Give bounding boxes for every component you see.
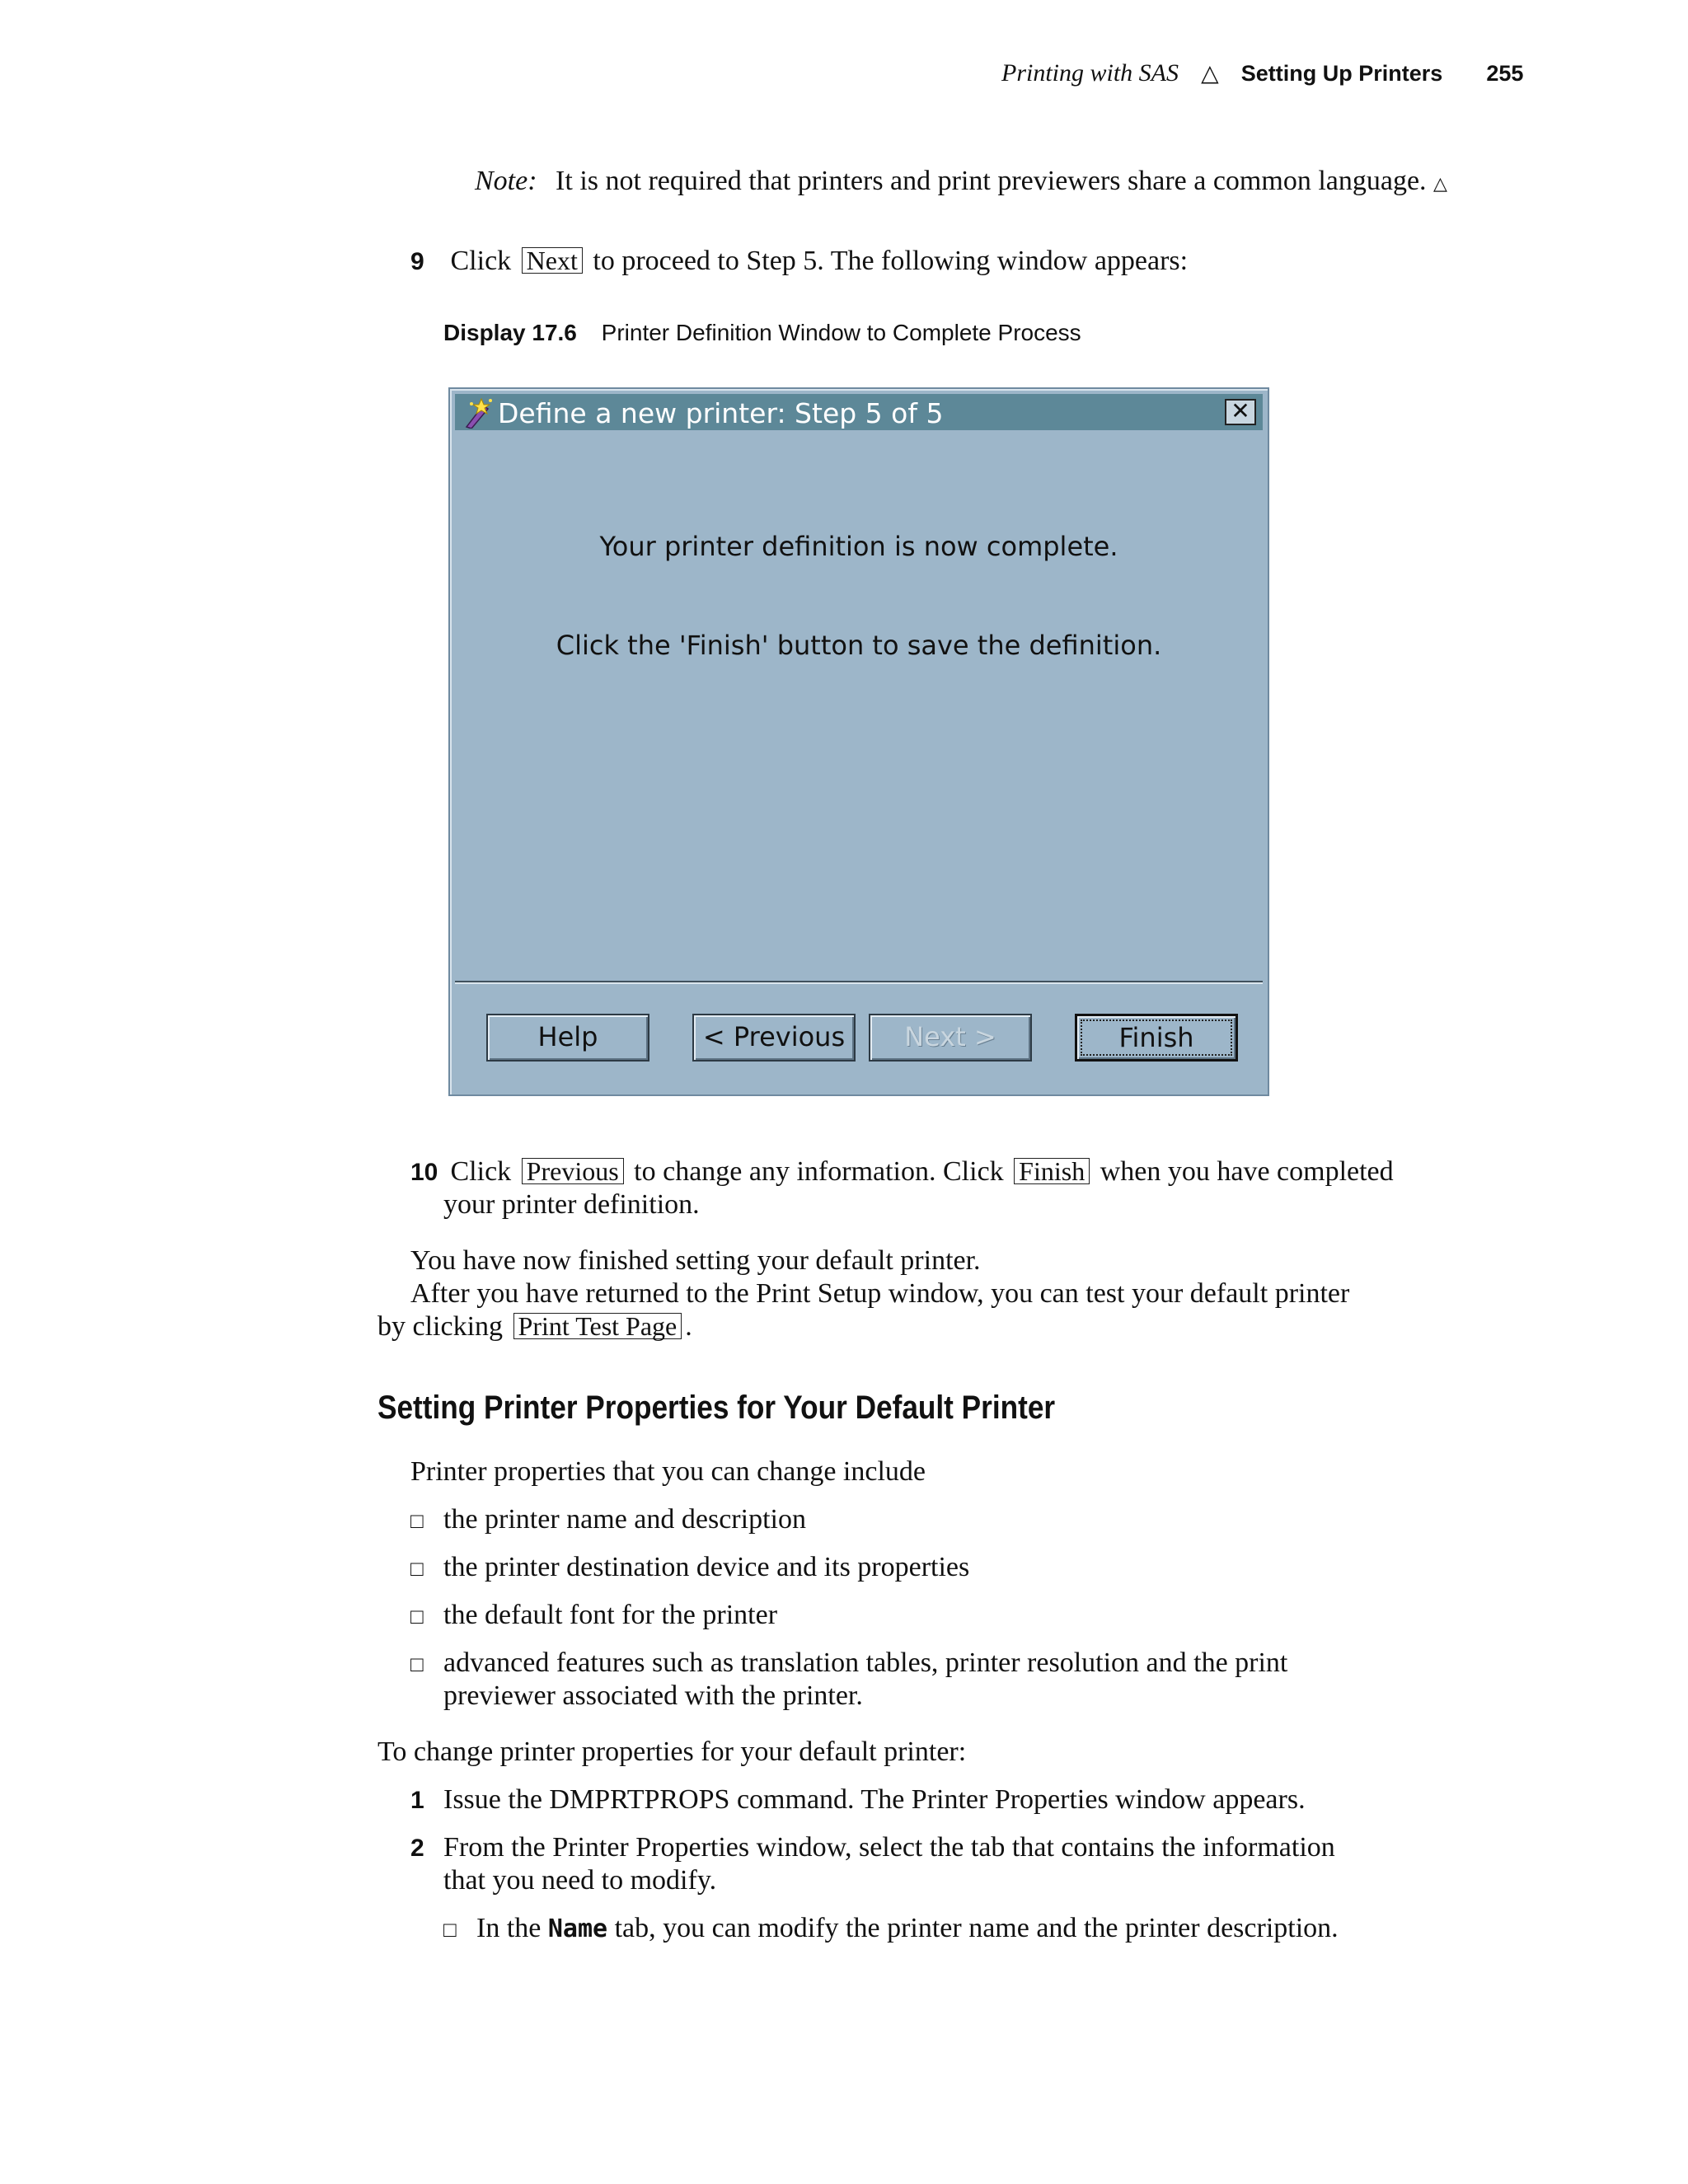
bullet-icon: □ bbox=[410, 1509, 424, 1533]
list-item bbox=[410, 1647, 1581, 1681]
step-10-number: 10 bbox=[410, 1159, 438, 1186]
help-button[interactable] bbox=[486, 1014, 649, 1062]
step-9-pre: Click bbox=[450, 246, 512, 276]
step-9-post: to proceed to Step 5. The following window appears: bbox=[593, 246, 1189, 276]
step-10-line2: your printer definition. bbox=[443, 1189, 700, 1220]
note-label: Note: bbox=[475, 166, 537, 196]
step-10 bbox=[410, 1155, 1581, 1189]
finish-button-ref: Finish bbox=[1014, 1158, 1090, 1184]
step-2-line2: that you need to modify. bbox=[443, 1865, 717, 1896]
close-icon[interactable]: ✕ bbox=[1225, 399, 1256, 425]
finish-button[interactable] bbox=[1075, 1014, 1238, 1062]
next-button[interactable] bbox=[869, 1014, 1032, 1062]
page-number: 255 bbox=[1486, 61, 1524, 86]
wizard-icon bbox=[462, 397, 495, 429]
step-1-number: 1 bbox=[410, 1787, 424, 1814]
bullet-icon: □ bbox=[443, 1918, 457, 1942]
property-item-text: the printer destination device and its properties bbox=[443, 1552, 970, 1582]
sub-bullet-pre: In the bbox=[476, 1913, 542, 1943]
properties-intro: Printer properties that you can change include bbox=[410, 1456, 926, 1487]
list-item bbox=[410, 1599, 777, 1633]
step-9 bbox=[410, 245, 1564, 279]
dialog-message-finish: Click the 'Finish' button to save the definition. bbox=[556, 630, 1162, 661]
test-paragraph-pre: by clicking bbox=[377, 1311, 504, 1342]
section-heading-wrap bbox=[377, 1390, 1614, 1427]
next-button-ref: Next bbox=[522, 247, 583, 274]
step-2 bbox=[410, 1831, 1581, 1865]
step-1-text: Issue the DMPRTPROPS command. The Printer Properties window appears. bbox=[443, 1784, 1306, 1815]
header-separator: △ bbox=[1201, 60, 1219, 86]
previous-button-ref: Previous bbox=[522, 1158, 624, 1184]
property-item-text: the default font for the printer bbox=[443, 1600, 778, 1630]
printer-wizard-dialog bbox=[448, 387, 1269, 1096]
test-paragraph-post: . bbox=[685, 1311, 692, 1342]
bullet-icon: □ bbox=[410, 1652, 424, 1676]
previous-button[interactable] bbox=[692, 1014, 856, 1062]
dialog-message-complete: Your printer definition is now complete. bbox=[599, 531, 1118, 562]
step-10-post: when you have completed bbox=[1100, 1156, 1394, 1187]
display-text: Printer Definition Window to Complete Process bbox=[601, 320, 1081, 345]
dialog-titlebar bbox=[455, 394, 1263, 430]
display-caption bbox=[443, 320, 1081, 346]
previous-button-label: < Previous bbox=[702, 1021, 846, 1052]
test-paragraph-line2 bbox=[377, 1310, 692, 1343]
help-button-label: Help bbox=[537, 1021, 598, 1052]
dialog-separator bbox=[455, 981, 1263, 984]
list-item bbox=[410, 1551, 969, 1586]
next-button-label: Next > bbox=[904, 1021, 996, 1052]
bullet-icon: □ bbox=[410, 1605, 424, 1629]
step-10-pre: Click bbox=[450, 1156, 512, 1187]
finish-focus-ring bbox=[1081, 1019, 1232, 1056]
property-item-text: advanced features such as translation tables, printer resolution and the print bbox=[443, 1647, 1288, 1678]
header-section: Setting Up Printers bbox=[1240, 61, 1443, 86]
note-text: It is not required that printers and print previewers share a common language. bbox=[556, 166, 1427, 196]
step-1 bbox=[410, 1783, 1581, 1817]
name-tab-code: Name bbox=[547, 1915, 608, 1943]
finished-paragraph: You have now finished setting your default printer. bbox=[410, 1245, 981, 1276]
list-item bbox=[410, 1503, 806, 1538]
print-test-page-ref: Print Test Page bbox=[513, 1313, 682, 1339]
note-paragraph bbox=[443, 165, 1515, 200]
finish-button-label: Finish bbox=[1118, 1022, 1194, 1053]
change-intro: To change printer properties for your default printer: bbox=[377, 1736, 967, 1767]
running-header bbox=[1001, 59, 1523, 87]
property-item-text: the printer name and description bbox=[443, 1504, 806, 1535]
header-book-title: Printing with SAS bbox=[1001, 59, 1179, 87]
bullet-icon: □ bbox=[410, 1557, 424, 1581]
step-2-number: 2 bbox=[410, 1835, 424, 1862]
property-item-continuation: previewer associated with the printer. bbox=[443, 1680, 863, 1711]
test-paragraph-line1: After you have returned to the Print Setup window, you can test your default printer bbox=[410, 1278, 1350, 1309]
step-10-mid: to change any information. Click bbox=[634, 1156, 1004, 1187]
step-2-text: From the Printer Properties window, select the tab that contains the information bbox=[443, 1832, 1335, 1863]
section-heading: Setting Printer Properties for Your Default Printer bbox=[377, 1390, 1056, 1426]
display-label: Display 17.6 bbox=[443, 320, 577, 345]
note-end-mark: △ bbox=[1433, 173, 1447, 194]
dialog-title: Define a new printer: Step 5 of 5 bbox=[498, 397, 944, 429]
sub-bullet-post: tab, you can modify the printer name and the printer description. bbox=[614, 1913, 1339, 1943]
step-9-number: 9 bbox=[410, 248, 424, 275]
sub-bullet bbox=[443, 1912, 1597, 1947]
